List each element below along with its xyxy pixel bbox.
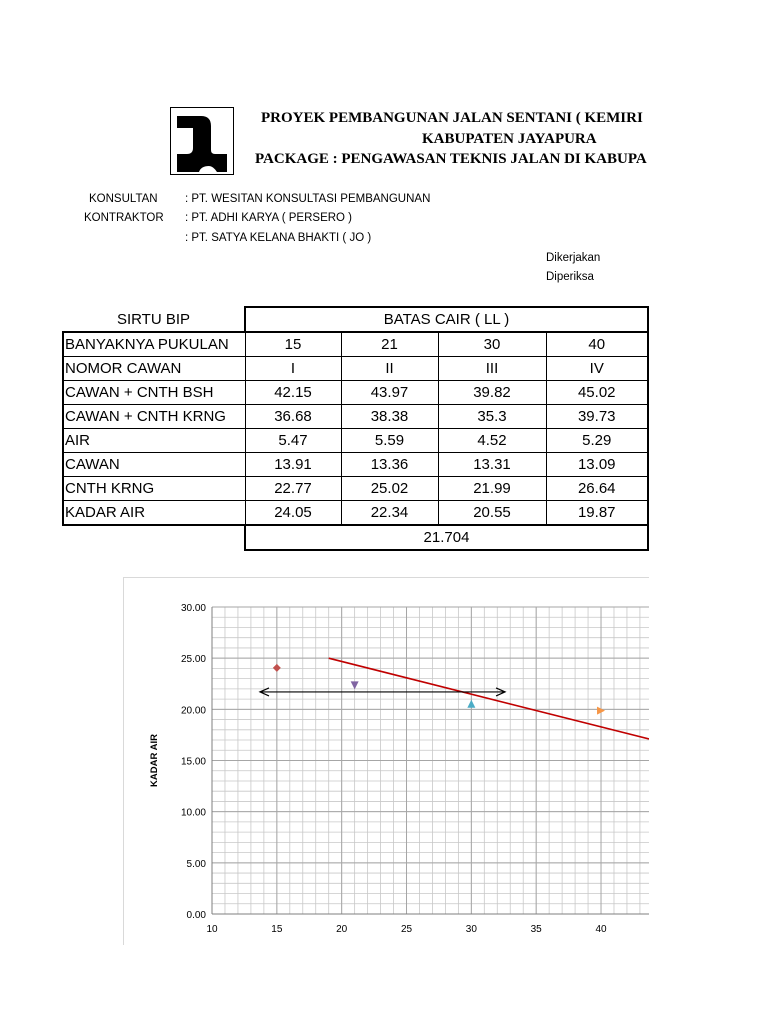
cell: 13.91 bbox=[245, 453, 341, 477]
cell: 38.38 bbox=[341, 405, 438, 429]
kontraktor-label: KONTRAKTOR bbox=[84, 212, 164, 224]
company-logo bbox=[170, 107, 234, 175]
y-tick-label: 5.00 bbox=[186, 858, 206, 870]
row-label: AIR bbox=[63, 429, 245, 453]
y-tick-label: 20.00 bbox=[180, 705, 206, 717]
header-package: PACKAGE : PENGAWASAN TEKNIS JALAN DI KABUPA bbox=[255, 151, 647, 167]
liquid-limit-result: 21.704 bbox=[245, 525, 648, 550]
y-tick-label: 0.00 bbox=[186, 910, 206, 921]
x-tick-label: 15 bbox=[271, 924, 283, 935]
cell: 21 bbox=[341, 332, 438, 357]
dikerjakan-label: Dikerjakan bbox=[546, 252, 601, 264]
konsultan-value: : PT. WESITAN KONSULTASI PEMBANGUNAN bbox=[185, 193, 431, 205]
data-point bbox=[467, 700, 475, 708]
cell: 5.59 bbox=[341, 429, 438, 453]
y-tick-label: 10.00 bbox=[180, 807, 206, 819]
y-tick-label: 25.00 bbox=[180, 654, 206, 666]
cell: 19.87 bbox=[546, 501, 648, 526]
row-label: CAWAN bbox=[63, 453, 245, 477]
cell: 35.3 bbox=[438, 405, 546, 429]
cell: 25.02 bbox=[341, 477, 438, 501]
empty-cell bbox=[63, 525, 245, 550]
cell: 36.68 bbox=[245, 405, 341, 429]
cell: 5.29 bbox=[546, 429, 648, 453]
row-label: CNTH KRNG bbox=[63, 477, 245, 501]
kontraktor-value-1: : PT. ADHI KARYA ( PERSERO ) bbox=[185, 212, 353, 224]
cell: 24.05 bbox=[245, 501, 341, 526]
cell: III bbox=[438, 357, 546, 381]
row-label: CAWAN + CNTH BSH bbox=[63, 381, 245, 405]
cell: 21.99 bbox=[438, 477, 546, 501]
x-tick-label: 10 bbox=[206, 924, 218, 935]
cell: 5.47 bbox=[245, 429, 341, 453]
x-tick-label: 30 bbox=[465, 924, 477, 935]
cell: 13.31 bbox=[438, 453, 546, 477]
x-tick-label: 25 bbox=[400, 924, 413, 935]
cell: I bbox=[245, 357, 341, 381]
batas-cair-table bbox=[62, 306, 649, 551]
cell: 20.55 bbox=[438, 501, 546, 526]
kontraktor-value-2: : PT. SATYA KELANA BHAKTI ( JO ) bbox=[185, 232, 372, 244]
table-row bbox=[63, 501, 648, 526]
cell: 22.77 bbox=[245, 477, 341, 501]
diperiksa-label: Diperiksa bbox=[546, 271, 594, 283]
data-point bbox=[351, 681, 359, 689]
cell: 15 bbox=[245, 332, 341, 357]
row-label: NOMOR CAWAN bbox=[63, 357, 245, 381]
table-row bbox=[63, 477, 648, 501]
x-tick-label: 20 bbox=[336, 924, 348, 935]
row-label: CAWAN + CNTH KRNG bbox=[63, 405, 245, 429]
header-subtitle: KABUPATEN JAYAPURA bbox=[422, 131, 597, 147]
y-tick-label: 15.00 bbox=[180, 756, 206, 768]
liquid-limit-chart bbox=[123, 577, 649, 945]
cell: 13.09 bbox=[546, 453, 648, 477]
table-row bbox=[63, 381, 648, 405]
cell: 30 bbox=[438, 332, 546, 357]
table-row bbox=[63, 429, 648, 453]
cell: 39.82 bbox=[438, 381, 546, 405]
y-tick-label: 30.00 bbox=[180, 603, 206, 614]
row-label: BANYAKNYA PUKULAN bbox=[63, 332, 245, 357]
row-label: KADAR AIR bbox=[63, 501, 245, 526]
cell: 43.97 bbox=[341, 381, 438, 405]
cell: 26.64 bbox=[546, 477, 648, 501]
cell: 13.36 bbox=[341, 453, 438, 477]
table-title-test: BATAS CAIR ( LL ) bbox=[245, 307, 648, 332]
cell: 4.52 bbox=[438, 429, 546, 453]
cell: 40 bbox=[546, 332, 648, 357]
cell: 39.73 bbox=[546, 405, 648, 429]
cell: 42.15 bbox=[245, 381, 341, 405]
x-tick-label: 35 bbox=[530, 924, 542, 935]
x-tick-label: 40 bbox=[595, 924, 607, 935]
table-row bbox=[63, 332, 648, 357]
table-row bbox=[63, 357, 648, 381]
data-point bbox=[273, 664, 281, 672]
chart-svg bbox=[124, 578, 649, 945]
table-row bbox=[63, 405, 648, 429]
header-title: PROYEK PEMBANGUNAN JALAN SENTANI ( KEMIRI bbox=[261, 110, 643, 126]
table-row bbox=[63, 453, 648, 477]
cell: II bbox=[341, 357, 438, 381]
cell: 22.34 bbox=[341, 501, 438, 526]
cell: 45.02 bbox=[546, 381, 648, 405]
y-axis-label: KADAR AIR bbox=[149, 734, 160, 787]
cell: IV bbox=[546, 357, 648, 381]
table-title-sample: SIRTU BIP bbox=[116, 310, 191, 328]
konsultan-label: KONSULTAN bbox=[89, 193, 158, 205]
